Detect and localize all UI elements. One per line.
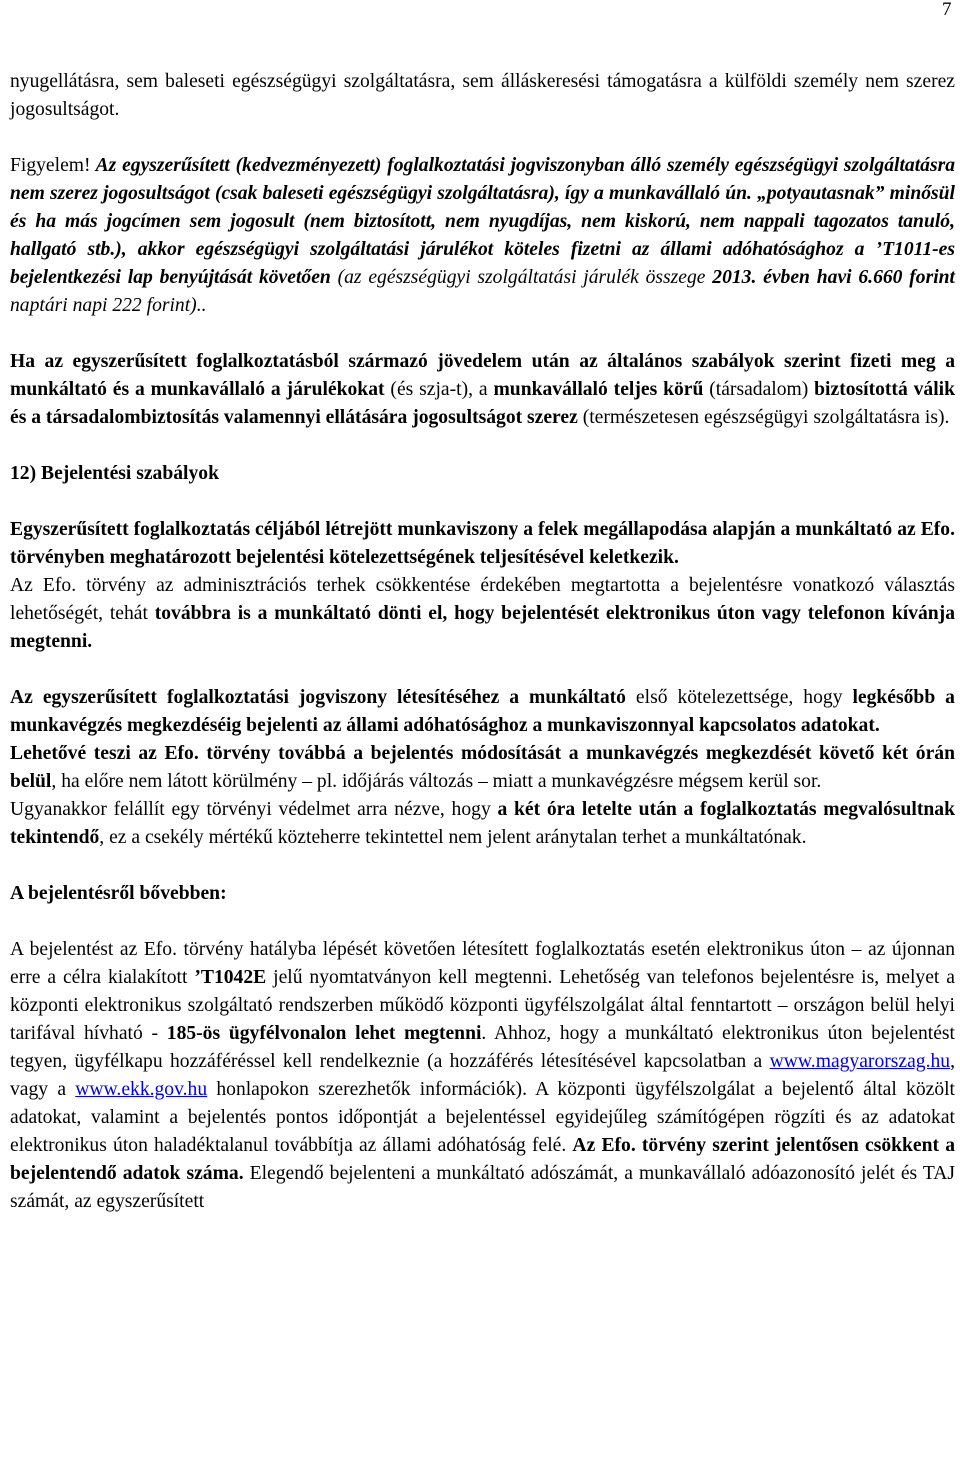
- general-rules-bold-3: biztosítottá válik és a társadalombiztosítás valamennyi ellátására jogosultságot szerez: [10, 379, 956, 428]
- general-rules-bold-2: munkavállaló teljes körű: [493, 379, 704, 400]
- first-obligation-text: első kötelezettsége, hogy: [625, 687, 853, 708]
- details-text-2: jelű nyomtatványon kell megtenni. Lehetőség van telefonos bejelentésre is, melyet a központi elektronikus szolgáltató rendszerben működő központi ügyfélszolgálat által fenntartott – országon belül helyi tarifával hívható -: [10, 967, 955, 1044]
- document-body: [10, 68, 955, 1216]
- efo-choice-text: Az Efo. törvény az adminisztrációs terhek csökkentése érdekében megtartotta a bejelentésre vonatkozó választás lehetőségét, tehát: [10, 575, 955, 624]
- general-rules-text-2: (társadalom): [703, 379, 815, 400]
- section-heading-bejelentes: A bejelentésről bővebben:: [10, 883, 227, 904]
- general-rules-text-3: (természetesen egészségügyi szolgáltatásra is).: [577, 407, 950, 428]
- details-text-1: A bejelentést az Efo. törvény hatályba lépését követően létesített foglalkoztatás esetén elektronikus úton – az újonnan erre a célra kialakított: [10, 939, 955, 988]
- efo-choice-bold: továbbra is a munkáltató dönti el, hogy bejelentését elektronikus úton vagy telefonon kívánja megtenni.: [10, 603, 955, 652]
- paragraph-efo-creation: Egyszerűsített foglalkoztatás céljából létrejött munkaviszony a felek megállapodása alapján a munkáltató az Efo. törvényben meghatározott bejelentési kötelezettségének teljesítésével keletkezik.: [10, 519, 955, 568]
- paragraph-bejelentes-details: [10, 936, 955, 1216]
- first-obligation-bold-2: legkésőbb a munkavégzés megkezdéséig bejelenti az állami adóhatósághoz a munkaviszonnyal kapcsolatos adatokat.: [10, 687, 955, 736]
- details-text-5: honlapokon szerezhetők információk). A központi ügyfélszolgálat a bejelentő által közölt adatokat, valamint a bejelentés pontos időpontját a bejelentéssel egyidejűleg számítógépen rögzíti és az adatokat elektronikus úton haladéktalanul továbbítja az állami adóhatóság felé.: [10, 1079, 956, 1156]
- paragraph-efo-choice: [10, 572, 955, 656]
- details-text-6: Elegendő bejelenteni a munkáltató adószámát, a munkavállaló adóazonosító jelét és TAJ számát, az egyszerűsített: [10, 1163, 955, 1212]
- paragraph-intro: nyugellátásra, sem baleseti egészségügyi szolgáltatásra, sem álláskeresési támogatásra a külföldi személy nem szerez jogosultságot.: [10, 71, 955, 120]
- paragraph-modification: [10, 740, 955, 796]
- protection-text-2: , ez a csekély mértékű közteherre tekintettel nem jelent aránytalan terhet a munkáltatónak.: [99, 827, 807, 848]
- link-magyarorszag[interactable]: www.magyarorszag.hu: [769, 1051, 951, 1072]
- protection-bold: a két óra letelte után a foglalkoztatás megvalósultnak tekintendő: [10, 799, 955, 848]
- warning-note: (az egészségügyi szolgáltatási járulék összege: [330, 267, 713, 288]
- general-rules-bold: Ha az egyszerűsített foglalkoztatásból származó jövedelem után az általános szabályok szerint fizeti meg a munkáltató és a munkavállaló a járulékokat: [10, 351, 955, 400]
- modification-text: , ha előre nem látott körülmény – pl. időjárás változás – miatt a munkavégzésre mégsem kerül sor.: [51, 771, 822, 792]
- modification-bold: Lehetővé teszi az Efo. törvény továbbá a bejelentés módosítását a munkavégzés megkezdését követő két órán belül: [10, 743, 955, 792]
- details-text-4: , vagy a: [10, 1051, 955, 1100]
- protection-text: Ugyanakkor felállít egy törvényi védelmet arra nézve, hogy: [10, 799, 498, 820]
- section-heading-12: 12) Bejelentési szabályok: [10, 463, 219, 484]
- warning-body: (csak baleseti egészségügyi szolgáltatásra), így a munkavállaló ún. „potyautasnak” minősül és ha más jogcímen sem jogosult (nem biztosított, nem nyugdíjas, nem kiskorú, nem nappali tagozatos tanuló, hallgató stb.), akkor egészségügyi szolgáltatási járulékot köteles fizetni az állami adóhatósághoz a ’T1011-es bejelentkezési lap benyújtását követően: [10, 183, 955, 288]
- paragraph-warning: [10, 152, 955, 320]
- paragraph-general-rules: [10, 348, 955, 432]
- first-obligation-bold: Az egyszerűsített foglalkoztatási jogviszony létesítéséhez a munkáltató: [10, 687, 626, 708]
- details-text-3: . Ahhoz, hogy a munkáltató elektronikus úton bejelentést tegyen, ügyfélkapu hozzáféréssel kell rendelkeznie (a hozzáférés létesítésével kapcsolatban a: [10, 1023, 955, 1072]
- paragraph-first-obligation: [10, 684, 955, 740]
- warning-emphasis: Az egyszerűsített (kedvezményezett) foglalkoztatási jogviszonyban álló személy egészségügyi szolgáltatásra nem szerez jogosultságot: [10, 155, 955, 204]
- details-phone-line: 185-ös ügyfélvonalon lehet megtenni: [166, 1023, 482, 1044]
- details-form-code: ’T1042E: [194, 967, 267, 988]
- link-ekk[interactable]: www.ekk.gov.hu: [75, 1079, 208, 1100]
- details-bold: Az Efo. törvény szerint jelentősen csökkent a bejelentendő adatok száma.: [10, 1135, 955, 1184]
- warning-daily-amount: naptári napi 222 forint)..: [10, 295, 207, 316]
- page-number: 7: [942, 0, 952, 20]
- warning-label: Figyelem!: [10, 155, 91, 176]
- paragraph-protection: [10, 796, 955, 852]
- warning-amount: 2013. évben havi 6.660 forint: [712, 267, 955, 288]
- general-rules-text: (és szja-t), a: [384, 379, 494, 400]
